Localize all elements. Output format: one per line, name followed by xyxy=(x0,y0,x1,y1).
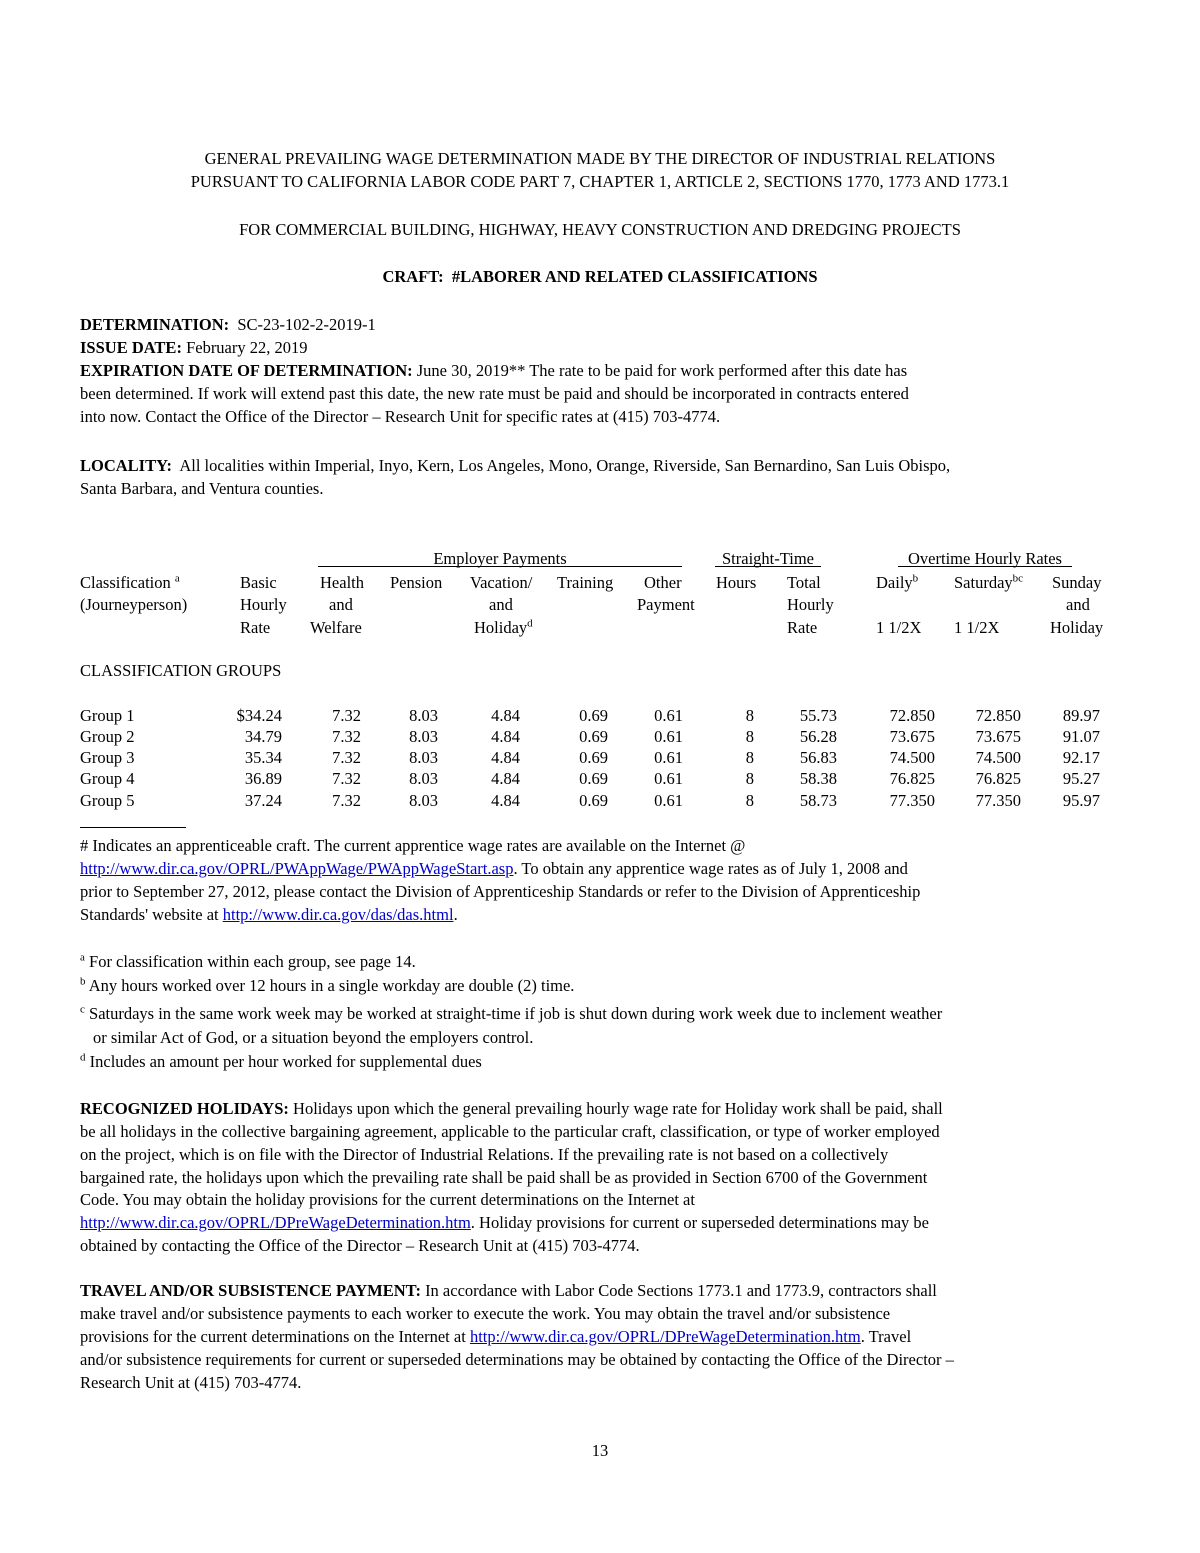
holidays-line-7: obtained by contacting the Office of the Director – Research Unit at (415) 703-4774. xyxy=(80,1236,640,1255)
col-health-3: Welfare xyxy=(310,618,362,637)
apprentice-wage-link[interactable]: http://www.dir.ca.gov/OPRL/PWAppWage/PWAppWageStart.asp xyxy=(80,859,514,878)
cell-training: 0.69 xyxy=(579,769,608,788)
issue-date-line xyxy=(80,337,1120,360)
cell-sunday: 92.17 xyxy=(1062,748,1100,767)
col-basic-1: Basic xyxy=(240,573,277,592)
craft-value: #LABORER AND RELATED CLASSIFICATIONS xyxy=(451,267,818,286)
overtime-header: Overtime Hourly Rates xyxy=(908,549,1062,568)
cell-name: Group 1 xyxy=(80,706,135,725)
cell-saturday: 76.825 xyxy=(975,769,1021,788)
straight-time-underline xyxy=(715,566,821,567)
col-pension: Pension xyxy=(390,573,443,592)
cell-health: 7.32 xyxy=(332,727,361,746)
cell-hours: 8 xyxy=(745,748,754,767)
col-total-1: Total xyxy=(787,573,821,592)
determination-label: DETERMINATION: xyxy=(80,315,230,334)
holidays-line-5: Code. You may obtain the holiday provisions for the current determinations on the Internet at xyxy=(80,1190,695,1209)
determination-line xyxy=(80,314,1120,337)
col-classification-sub: (Journeyperson) xyxy=(80,595,188,614)
holidays-line-3: on the project, which is on file with the Director of Industrial Relations. If the prevailing rate is not based on a collectively xyxy=(80,1145,889,1164)
cell-basic: $34.24 xyxy=(236,706,282,725)
cell-daily: 72.850 xyxy=(889,706,935,725)
cell-sunday: 95.97 xyxy=(1062,791,1100,810)
travel-label: TRAVEL AND/OR SUBSISTENCE PAYMENT: xyxy=(80,1281,421,1300)
cell-daily: 77.350 xyxy=(889,791,935,810)
cell-training: 0.69 xyxy=(579,748,608,767)
cell-basic: 37.24 xyxy=(244,791,282,810)
cell-vacation: 4.84 xyxy=(491,791,520,810)
expiration-line-1 xyxy=(80,360,1120,383)
col-sunday-2: and xyxy=(1066,595,1090,614)
cell-name: Group 3 xyxy=(80,748,135,767)
cell-other: 0.61 xyxy=(654,748,683,767)
col-daily-multiplier: 1 1/2X xyxy=(876,618,922,637)
cell-sunday: 89.97 xyxy=(1062,706,1100,725)
locality-text-1: All localities within Imperial, Inyo, Kern, Los Angeles, Mono, Orange, Riverside, San Bernardino, San Luis Obispo, xyxy=(179,456,951,475)
holidays-line-4: bargained rate, the holidays upon which the prevailing rate shall be paid shall be as provided in Section 6700 of the Government xyxy=(80,1168,928,1187)
cell-total: 56.83 xyxy=(799,748,837,767)
expiration-text-1: June 30, 2019** The rate to be paid for work performed after this date has xyxy=(416,361,908,380)
issue-date-value: February 22, 2019 xyxy=(186,338,308,357)
locality-label: LOCALITY: xyxy=(80,456,172,475)
cell-saturday: 72.850 xyxy=(975,706,1021,725)
cell-pension: 8.03 xyxy=(409,791,438,810)
craft-label: CRAFT: xyxy=(382,267,444,286)
travel-line-5: and/or subsistence requirements for current or superseded determinations may be obtained by contacting the Office of the Director – xyxy=(80,1350,954,1369)
cell-name: Group 2 xyxy=(80,727,135,746)
col-saturday-multiplier: 1 1/2X xyxy=(954,618,1000,637)
col-vacation-3: Holiday$^d$ xyxy=(474,617,533,637)
cell-saturday: 74.500 xyxy=(975,748,1021,767)
cell-basic: 34.79 xyxy=(244,727,282,746)
cell-pension: 8.03 xyxy=(409,748,438,767)
col-training: Training xyxy=(557,573,614,592)
footnote-rule xyxy=(80,827,186,828)
cell-basic: 35.34 xyxy=(244,748,282,767)
holidays-label: RECOGNIZED HOLIDAYS: xyxy=(80,1099,289,1118)
travel-line-6: Research Unit at (415) 703-4774. xyxy=(80,1373,302,1392)
locality-text-2: Santa Barbara, and Ventura counties. xyxy=(80,479,324,498)
holidays-line-2: be all holidays in the collective bargaining agreement, applicable to the particular craft, classification, or type of worker employed xyxy=(80,1122,940,1141)
cell-daily: 73.675 xyxy=(889,727,935,746)
cell-sunday: 91.07 xyxy=(1062,727,1100,746)
holiday-provisions-link[interactable]: http://www.dir.ca.gov/OPRL/DPreWageDetermination.htm xyxy=(80,1213,471,1232)
apprentice-note-4 xyxy=(80,904,1120,927)
cell-total: 56.28 xyxy=(799,727,837,746)
locality-line-1 xyxy=(80,455,1120,478)
travel-line-3 xyxy=(80,1326,1120,1349)
holidays-line-6 xyxy=(80,1212,1120,1235)
cell-other: 0.61 xyxy=(654,791,683,810)
travel-line-1 xyxy=(80,1280,1120,1303)
employer-payments-header: Employer Payments xyxy=(433,549,567,568)
apprentice-note-3: prior to September 27, 2012, please contact the Division of Apprenticeship Standards or refer to the Division of Apprenticeship xyxy=(80,882,921,901)
col-total-2: Hourly xyxy=(787,595,834,614)
col-health-2: and xyxy=(329,595,353,614)
col-total-3: Rate xyxy=(787,618,818,637)
cell-other: 0.61 xyxy=(654,769,683,788)
cell-saturday: 73.675 xyxy=(975,727,1021,746)
cell-saturday: 77.350 xyxy=(975,791,1021,810)
cell-hours: 8 xyxy=(745,727,754,746)
cell-daily: 74.500 xyxy=(889,748,935,767)
col-basic-2: Hourly xyxy=(240,595,287,614)
craft-heading xyxy=(0,266,1200,289)
apprentice-note-2-text: . To obtain any apprentice wage rates as of July 1, 2008 and xyxy=(513,859,908,878)
col-saturday: Saturday$^{bc}$ xyxy=(954,572,1024,592)
col-vacation-2: and xyxy=(489,595,513,614)
apprentice-note-1: # Indicates an apprenticeable craft. The current apprentice wage rates are available on the Internet @ xyxy=(80,836,746,855)
footnote-c-2: or similar Act of God, or a situation beyond the employers control. xyxy=(93,1028,534,1047)
straight-time-header: Straight-Time xyxy=(722,549,814,568)
apprentice-note-4-text: Standards' website at xyxy=(80,905,223,924)
col-sunday-1: Sunday xyxy=(1052,573,1102,592)
cell-vacation: 4.84 xyxy=(491,748,520,767)
cell-training: 0.69 xyxy=(579,727,608,746)
travel-line-2: make travel and/or subsistence payments to each worker to execute the work. You may obtain the travel and/or subsistence xyxy=(80,1304,891,1323)
das-website-link[interactable]: http://www.dir.ca.gov/das/das.html xyxy=(222,905,454,924)
footnote-d: $^d$ Includes an amount per hour worked for supplemental dues xyxy=(80,1051,482,1071)
determination-value: SC-23-102-2-2019-1 xyxy=(237,315,376,334)
col-sunday-3: Holiday xyxy=(1050,618,1104,637)
col-basic-3: Rate xyxy=(240,618,271,637)
apprentice-note-2 xyxy=(80,858,1120,881)
cell-daily: 76.825 xyxy=(889,769,935,788)
travel-text-4: . Travel xyxy=(860,1327,912,1346)
footnote-a: $^a$ For classification within each group, see page 14. xyxy=(80,951,416,971)
overtime-underline xyxy=(898,566,1072,567)
holidays-text-1: Holidays upon which the general prevailing hourly wage rate for Holiday work shall be paid, shall xyxy=(288,1099,943,1118)
cell-training: 0.69 xyxy=(579,791,608,810)
employer-payments-underline xyxy=(318,566,682,567)
cell-health: 7.32 xyxy=(332,791,361,810)
cell-health: 7.32 xyxy=(332,706,361,725)
cell-name: Group 5 xyxy=(80,791,135,810)
cell-vacation: 4.84 xyxy=(491,769,520,788)
col-other-2: Payment xyxy=(637,595,695,614)
cell-health: 7.32 xyxy=(332,769,361,788)
col-hours: Hours xyxy=(716,573,757,592)
wage-table xyxy=(80,548,1130,813)
holidays-line-1 xyxy=(80,1098,1120,1121)
cell-total: 58.73 xyxy=(799,791,837,810)
cell-pension: 8.03 xyxy=(409,727,438,746)
cell-name: Group 4 xyxy=(80,769,135,788)
holidays-text-6: . Holiday provisions for current or superseded determinations may be xyxy=(470,1213,930,1232)
cell-health: 7.32 xyxy=(332,748,361,767)
travel-text-3: provisions for the current determinations on the Internet at xyxy=(80,1327,470,1346)
heading-line-1: GENERAL PREVAILING WAGE DETERMINATION MADE BY THE DIRECTOR OF INDUSTRIAL RELATIONS xyxy=(204,149,996,168)
col-daily: Daily$^b$ xyxy=(876,572,919,592)
expiration-text-2: been determined. If work will extend past this date, the new rate must be paid and should be incorporated in contracts entered xyxy=(80,384,909,403)
classification-groups-label: CLASSIFICATION GROUPS xyxy=(80,661,282,680)
cell-hours: 8 xyxy=(745,769,754,788)
travel-provisions-link[interactable]: http://www.dir.ca.gov/OPRL/DPreWageDetermination.htm xyxy=(469,1327,861,1346)
col-other-1: Other xyxy=(644,573,682,592)
page-number: 13 xyxy=(591,1441,609,1460)
cell-other: 0.61 xyxy=(654,706,683,725)
cell-pension: 8.03 xyxy=(409,706,438,725)
cell-total: 55.73 xyxy=(799,706,837,725)
cell-pension: 8.03 xyxy=(409,769,438,788)
projects-heading: FOR COMMERCIAL BUILDING, HIGHWAY, HEAVY CONSTRUCTION AND DREDGING PROJECTS xyxy=(239,220,961,239)
apprentice-note-4-end: . xyxy=(453,905,458,924)
col-classification: Classification $^a$ xyxy=(80,572,180,592)
col-health-1: Health xyxy=(320,573,364,592)
travel-text-1: In accordance with Labor Code Sections 1773.1 and 1773.9, contractors shall xyxy=(420,1281,937,1300)
heading-line-2: PURSUANT TO CALIFORNIA LABOR CODE PART 7, CHAPTER 1, ARTICLE 2, SECTIONS 1770, 1773 AND 1773.1 xyxy=(190,172,1010,191)
cell-hours: 8 xyxy=(745,791,754,810)
cell-vacation: 4.84 xyxy=(491,727,520,746)
expiration-label: EXPIRATION DATE OF DETERMINATION: xyxy=(80,361,413,380)
expiration-text-3: into now. Contact the Office of the Director – Research Unit for specific rates at (415) 703-4774. xyxy=(80,407,721,426)
col-vacation-1: Vacation/ xyxy=(470,573,533,592)
cell-training: 0.69 xyxy=(579,706,608,725)
cell-total: 58.38 xyxy=(799,769,837,788)
cell-basic: 36.89 xyxy=(244,769,282,788)
issue-date-label: ISSUE DATE: xyxy=(80,338,182,357)
cell-other: 0.61 xyxy=(654,727,683,746)
cell-sunday: 95.27 xyxy=(1062,769,1100,788)
cell-hours: 8 xyxy=(745,706,754,725)
footnote-c-1: $^c$ Saturdays in the same work week may be worked at straight-time if job is shut down during work week due to inclement weather xyxy=(80,1003,943,1023)
footnote-b: $^b$ Any hours worked over 12 hours in a single workday are double (2) time. xyxy=(80,975,575,995)
cell-vacation: 4.84 xyxy=(491,706,520,725)
